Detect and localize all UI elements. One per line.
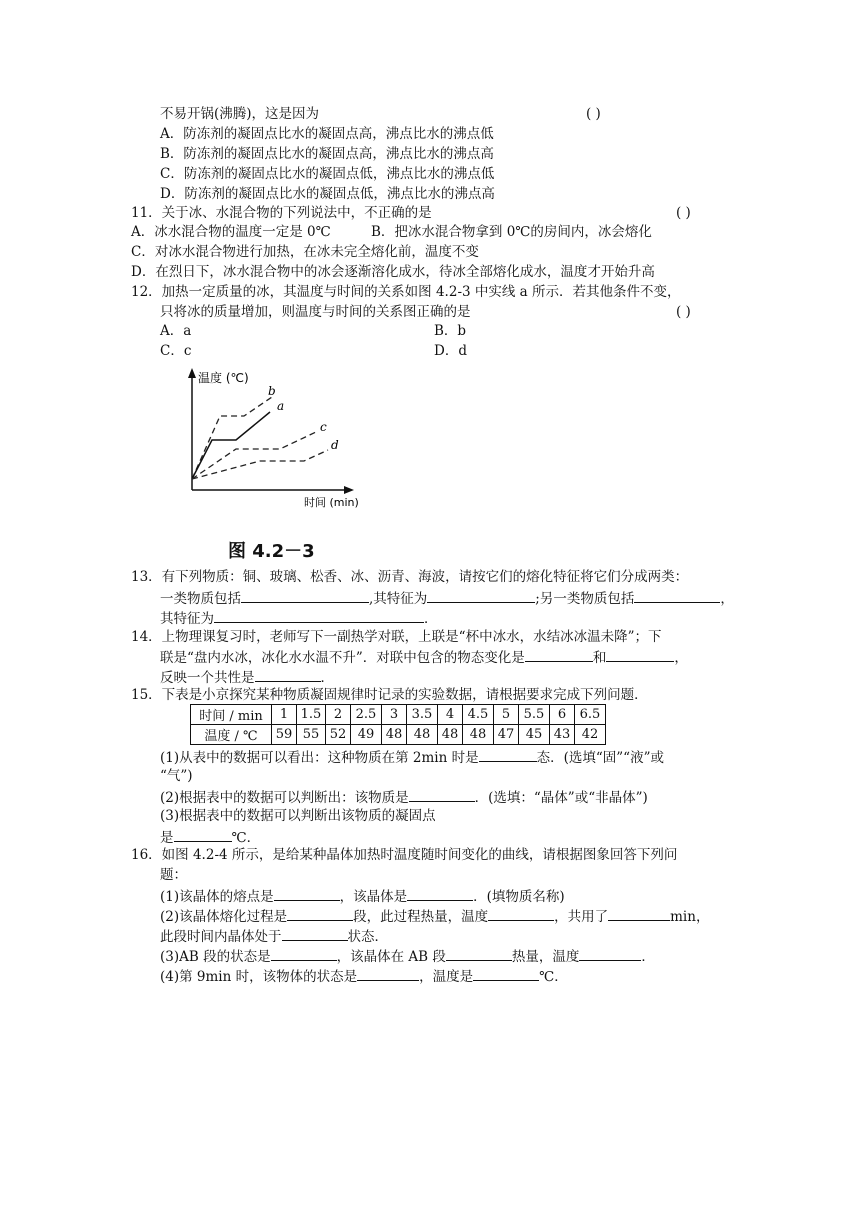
q12-answer-paren: ( )	[676, 304, 691, 320]
q15-stem: 15．下表是小京探究某种物质凝固规律时记录的实验数据，请根据要求完成下列问题．	[131, 687, 648, 703]
q12-line2: 只将冰的质量增加，则温度与时间的关系图正确的是	[160, 304, 471, 320]
q14-text-2: 和	[592, 650, 607, 666]
q13-blank-2[interactable]	[427, 587, 535, 603]
q13-text-2: ,其特征为	[369, 591, 428, 607]
time-header: 时间 / min	[191, 705, 272, 725]
q16-p3-text-4: ．	[641, 949, 655, 965]
time-cell: 2	[326, 705, 351, 725]
q13-text-6: ．	[424, 611, 438, 627]
q13-line2	[160, 587, 734, 609]
time-cell: 5.5	[519, 705, 550, 725]
q15-blank-2[interactable]	[409, 786, 475, 802]
y-axis-label: 温度 (℃)	[198, 371, 249, 385]
q12-option-b: B．b	[434, 323, 467, 339]
q15-blank-1[interactable]	[479, 746, 537, 762]
q14-line1: 14．上物理课复习时，老师写下一副热学对联，上联是“杯中冰水，水结冰冰温未降”；下	[131, 629, 662, 645]
q11-option-a: A．冰水混合物的温度一定是 0℃	[131, 224, 331, 240]
q16-p3-text-1: (3)AB 段的状态是	[160, 949, 271, 965]
q15-part1-line1	[160, 746, 664, 768]
curve-b	[192, 397, 272, 479]
q16-p1-text-3: ．(填物质名称)	[473, 889, 565, 905]
q16-p2-text-5: 此段时间内晶体处于	[160, 929, 282, 945]
q16-blank-8[interactable]	[446, 945, 512, 961]
q16-p1-text-1: (1)该晶体的熔点是	[160, 889, 274, 905]
q12-option-a: A．a	[160, 323, 192, 339]
time-cell: 1.5	[297, 705, 326, 725]
y-axis-arrow-icon	[188, 368, 196, 378]
curve-label-b: b	[268, 384, 276, 398]
q16-part2-line2	[160, 925, 388, 947]
q13-text-1: 一类物质包括	[160, 591, 241, 607]
q15-p3-text-1: 是	[160, 830, 174, 846]
q13-text-3: ;另一类物质包括	[535, 591, 635, 607]
q16-p4-text-2: ，温度是	[419, 969, 474, 985]
x-axis-label: 时间 (min)	[304, 496, 359, 509]
q13-blank-1[interactable]	[241, 587, 369, 603]
q12-option-d: D．d	[434, 343, 467, 359]
time-cell: 6	[550, 705, 575, 725]
q10-option-d: D．防冻剂的凝固点比水的凝固点低，沸点比水的沸点高	[160, 186, 495, 202]
q16-line1: 16．如图 4.2-4 所示，是给某种晶体加热时温度随时间变化的曲线，请根据图象回答下列问	[131, 847, 678, 863]
time-cell: 5	[494, 705, 519, 725]
q15-p1-text-2: 态．(选填“固”“液”或	[536, 750, 664, 766]
q16-blank-2[interactable]	[407, 885, 473, 901]
temp-cell: 55	[297, 725, 326, 745]
temp-cell: 48	[438, 725, 463, 745]
q11-option-d: D．在烈日下，冰水混合物中的冰会逐渐溶化成水，待冰全部熔化成水，温度才开始升高	[131, 264, 655, 280]
q12-option-c: C．c	[160, 343, 192, 359]
q16-p2-text-3: ，共用了	[554, 909, 609, 925]
q16-blank-9[interactable]	[579, 945, 641, 961]
curve-label-c: c	[320, 420, 327, 434]
q13-text-4: ，	[720, 591, 734, 607]
q15-p2-text-2: ．(选填：“晶体”或“非晶体”)	[474, 790, 648, 806]
temp-cell: 42	[575, 725, 606, 745]
q15-data-table	[190, 704, 606, 745]
time-cell: 4.5	[463, 705, 494, 725]
q10-answer-paren: ( )	[586, 106, 601, 122]
q14-text-3: ，	[674, 650, 688, 666]
q13-text-5: 其特征为	[160, 611, 214, 627]
q10-option-c: C．防冻剂的凝固点比水的凝固点低，沸点比水的沸点低	[160, 166, 495, 182]
q10-option-b: B．防冻剂的凝固点比水的凝固点高，沸点比水的沸点高	[160, 146, 494, 162]
q15-p1-text-1: (1)从表中的数据可以看出：这种物质在第 2min 时是	[160, 750, 479, 766]
q16-blank-10[interactable]	[357, 965, 419, 981]
time-cell: 1	[272, 705, 297, 725]
q16-part1	[160, 885, 565, 907]
q16-part4	[160, 965, 568, 987]
q13-blank-3[interactable]	[634, 587, 720, 603]
time-cell: 6.5	[575, 705, 606, 725]
curve-c	[192, 432, 316, 479]
temp-cell: 49	[351, 725, 382, 745]
x-axis-arrow-icon	[344, 486, 354, 494]
temp-cell: 48	[382, 725, 407, 745]
q14-blank-3[interactable]	[255, 666, 321, 682]
time-cell: 2.5	[351, 705, 382, 725]
q15-p2-text-1: (2)根据表中的数据可以判断出：该物质是	[160, 790, 409, 806]
temp-cell: 47	[494, 725, 519, 745]
q16-p2-text-2: 段，此过程热量，温度	[353, 909, 489, 925]
q14-text-1: 联是“盘内水冰，冰化水水温不升”．对联中包含的物态变化是	[160, 650, 525, 666]
q11-option-c: C．对冰水混合物进行加热，在冰未完全熔化前，温度不变	[131, 244, 479, 260]
q11-option-b: B．把冰水混合物拿到 0℃的房间内，冰会熔化	[371, 224, 652, 240]
temp-cell: 48	[463, 725, 494, 745]
q10-stem: 不易开锅(沸腾)，这是因为	[160, 106, 320, 122]
temperature-time-figure	[176, 362, 386, 512]
curve-label-a: a	[277, 399, 285, 413]
table-row	[191, 705, 606, 725]
time-cell: 3.5	[407, 705, 438, 725]
q13-blank-4[interactable]	[214, 607, 424, 623]
q13-line1: 13．有下列物质：铜、玻璃、松香、冰、沥青、海波，请按它们的熔化特征将它们分成两类：	[131, 569, 689, 585]
temp-cell: 59	[272, 725, 297, 745]
temp-header: 温度 / ℃	[191, 725, 272, 745]
q16-p2-text-1: (2)该晶体熔化过程是	[160, 909, 288, 925]
q16-blank-4[interactable]	[488, 905, 554, 921]
q16-blank-7[interactable]	[271, 945, 337, 961]
q16-p2-text-4: min，	[670, 909, 710, 925]
q16-blank-1[interactable]	[274, 885, 340, 901]
q15-blank-3[interactable]	[174, 826, 232, 842]
q16-p4-text-1: (4)第 9min 时，该物体的状态是	[160, 969, 358, 985]
q16-blank-6[interactable]	[282, 925, 348, 941]
q11-stem: 11．关于冰、水混合物的下列说法中，不正确的是	[131, 205, 432, 221]
temp-cell: 43	[550, 725, 575, 745]
q15-part1-line2: “气”)	[160, 768, 193, 784]
time-cell: 3	[382, 705, 407, 725]
q16-p3-text-2: ，该晶体在 AB 段	[336, 949, 446, 965]
q16-blank-11[interactable]	[473, 965, 539, 981]
q16-blank-5[interactable]	[608, 905, 670, 921]
q16-p1-text-2: ，该晶体是	[339, 889, 408, 905]
q15-part2	[160, 786, 648, 808]
q15-part3-line1: (3)根据表中的数据可以判断出该物质的凝固点	[160, 808, 436, 824]
q16-p4-text-3: ℃．	[539, 969, 568, 985]
table-row	[191, 725, 606, 745]
figure-caption: 图 4.2－3	[228, 541, 315, 562]
q11-answer-paren: ( )	[676, 205, 691, 221]
q14-text-4: 反映一个共性是	[160, 670, 255, 686]
q16-p2-text-6: 状态．	[347, 929, 388, 945]
time-cell: 4	[438, 705, 463, 725]
q10-option-a: A．防冻剂的凝固点比水的凝固点高，沸点比水的沸点低	[160, 126, 494, 142]
q14-blank-2[interactable]	[606, 646, 674, 662]
q16-line2: 题：	[160, 867, 187, 883]
temp-cell: 52	[326, 725, 351, 745]
q14-line2	[160, 646, 688, 668]
q16-p3-text-3: 热量，温度	[511, 949, 580, 965]
q13-line3	[160, 607, 438, 629]
temp-cell: 48	[407, 725, 438, 745]
q14-blank-1[interactable]	[525, 646, 593, 662]
q16-part3	[160, 945, 655, 967]
curve-label-d: d	[331, 438, 339, 452]
q16-part2-line1	[160, 905, 709, 927]
q14-text-5: ．	[320, 670, 334, 686]
temp-cell: 45	[519, 725, 550, 745]
q15-p3-text-2: ℃．	[231, 830, 261, 846]
q12-line1: 12．加热一定质量的冰，其温度与时间的关系如图 4.2-3 中实线 a 所示．若其他条件不变，	[131, 284, 681, 300]
q16-blank-3[interactable]	[287, 905, 353, 921]
